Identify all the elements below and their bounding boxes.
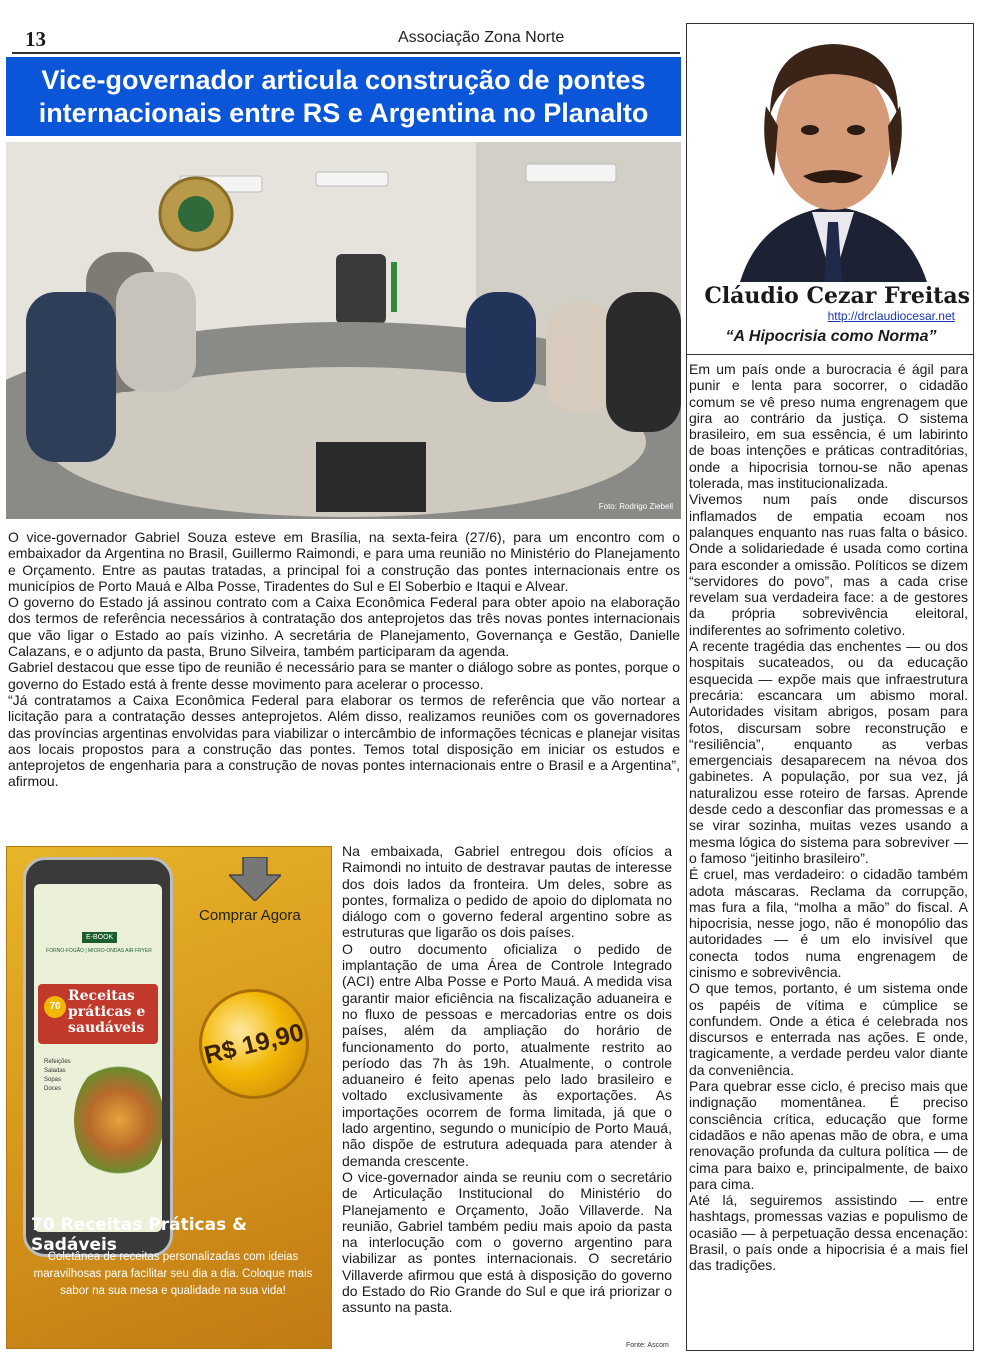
article-headline: [6, 57, 681, 136]
column-divider: [687, 354, 973, 355]
ebook-category-list: [44, 1058, 71, 1094]
meeting-room-illustration: [6, 142, 681, 519]
column-body: [689, 361, 968, 1274]
article-body: [8, 529, 680, 790]
column-paragraph: É cruel, mas verdadeiro: o cidadão também adota máscaras. Reclama da corrupção, mas fura a fila, “molha a mão” do fiscal. A hipocrisia, nesse jogo, não é monopólio das autoridades — é um elo invisível que conecta todos numa engrenagem de cinismo e sobrevivência.: [689, 866, 968, 980]
column-paragraph: A recente tragédia das enchentes — ou dos hospitais sucateados, ou da educação esquecida — expõe mais que infraestrutura precária: escancara um abismo moral. Autoridades visitam abrigos, posam para fotos, discursam sobre reconstrução e “resiliência”, enquanto as verbas emergenciais desaparecem na névoa dos gabinetes. A população, por sua vez, já naturalizou esse roteiro de farsas. Aprende desde cedo a desconfiar das promessas e a se virar sozinha, muitas vezes usando a mesma lógica do sistema para sobreviver — o famoso “jeitinho brasileiro”.: [689, 638, 968, 866]
food-bowl-image: [74, 1060, 162, 1180]
author-portrait: [700, 26, 967, 282]
article-paragraph: Gabriel destacou que esse tipo de reunião é necessário para se manter o diálogo sobre as pontes, porque o governo do Estado está à frente desse movimento para acelerar o processo.: [8, 659, 680, 692]
ebook-number: 70: [44, 996, 66, 1018]
ebook-title: Receitas práticas e saudáveis: [68, 988, 146, 1036]
column-paragraph: Vivemos num país onde discursos inflamados de empatia ecoam nos palanques enquanto nas ruas falta o básico. Onde a solidariedade é usada como cortina para esconder a omissão. Políticos se dizem “servidores do povo”, mas a cada crise revelam sua verdadeira face: a de gestores da própria sobrevivência eleitoral, indiferentes ao sofrimento coletivo.: [689, 491, 968, 638]
column-title: “A Hipocrisia como Norma”: [725, 328, 937, 345]
ebook-category: Refeições: [44, 1059, 71, 1065]
article-paragraph: O outro documento oficializa o pedido de implantação de uma Área de Controle Integrado (ACI) entre Alba Posse e Porto Mauá. A medida visa garantir maior eficiência na fiscalização aduaneira e no fluxo de pessoas e mercadorias entre os dois países, além da ampliação do horário de funcionamento do porto, atualmente restrito ao período das 7h às 19h. Atualmente, o controle aduaneiro é feito apenas pelo lado brasileiro e voltado exclusivamente às exportações. As importações ocorrem de forma limitada, já que o lado argentino, segundo o município de Porto Mauá, não dispõe de estrutura adequada para atender à demanda crescente.: [342, 940, 672, 1169]
ad-title: 70 Receitas Práticas & Sadáveis: [31, 1215, 247, 1255]
photo-credit: Foto: Rodrigo Ziebell: [598, 502, 673, 511]
price-text: R$ 19,90: [201, 1018, 307, 1070]
author-name: Cláudio Cezar Freitas: [704, 283, 970, 309]
column-paragraph: Em um país onde a burocracia é ágil para punir e lenta para socorrer, o cidadão comum se vê preso numa engrenagem que gira ao contrário da justiça. O sistema brasileiro, em sua essência, é um labirinto de boas intenções e práticas contraditórias, onde a hipocrisia tornou-se não apenas tolerada, mas institucionalizada.: [689, 361, 968, 492]
buy-now-button[interactable]: Comprar Agora: [199, 907, 301, 924]
ebook-category: Doces: [44, 1086, 62, 1092]
article-paragraph: Na embaixada, Gabriel entregou dois ofícios a Raimondi no intuito de destravar pautas de interesse dos dois lados da fronteira. Um deles, sobre as pontes, formaliza o pedido de apoio do diplomata no diálogo com o governo federal argentino sobre as estruturas que ligarão os dois países.: [342, 843, 672, 941]
ebook-ad[interactable]: [6, 846, 332, 1349]
page-number: 13: [25, 27, 46, 51]
source-note: Fonte: Ascom: [626, 1342, 669, 1349]
ebook-category: Saladas: [44, 1068, 66, 1074]
column-paragraph: Até lá, seguiremos assistindo — entre hashtags, promessas vazias e populismo de ocasião — à perpetuação dessa encenação: Brasil, o país onde a hipocrisia é a mais fiel das tradições.: [689, 1192, 968, 1274]
article-paragraph: O vice-governador Gabriel Souza esteve em Brasília, na sexta-feira (27/6), para um encontro com o embaixador da Argentina no Brasil, Guillermo Raimondi, e para uma reunião no Ministério do Planejamento e Orçamento. Entre as pautas tratadas, a principal foi a construção das pontes internacionais entre os municípios de Porto Mauá e Alba Posse, Tiradentes do Sul e El Soberbio e Itaqui e Alvear.: [8, 529, 680, 594]
ebook-category: Sopas: [44, 1077, 62, 1083]
column-paragraph: Para quebrar esse ciclo, é preciso mais que indignação momentânea. É preciso consciência crítica, educação que forme cidadãos e não apenas mão de obra, e uma renovação profunda da cultura política — de cima para baixo e, principalmente, de baixo para cima.: [689, 1078, 968, 1192]
article-paragraph: O vice-governador ainda se reuniu com o secretário de Articulação Institucional do Ministério do Planejamento e Orçamento, João Villaverde. Na reunião, Gabriel também pediu mais apoio da pasta na interlocução com o governo argentino para viabilizar as pontes internacionais. O secretário Villaverde afirmou que está à disposição do governo do Estado do Rio Grande do Sul e que irá priorizar o assunto na pasta.: [342, 1168, 672, 1316]
price-badge: [187, 977, 320, 1110]
ad-description: Coletânea de receitas personalizadas com ideias maravilhosas para facilitar seu dia a dia. Coloque mais sabor na sua mesa e qualidade na sua vida!: [33, 1251, 313, 1297]
author-website-link[interactable]: http://drclaudiocesar.net: [827, 309, 955, 323]
ebook-tagline: FORNO-FOGÃO | MICRO-ONDAS AIR FRYER: [46, 948, 152, 954]
header-divider: [12, 52, 680, 54]
article-paragraph: O governo do Estado já assinou contrato com a Caixa Econômica Federal para obter apoio na elaboração dos termos de referência necessários à contratação dos anteprojetos das três novas pontes internacionais que vão ligar o Estado ao país vizinho. A secretária de Planejamento, Governança e Gestão, Danielle Calazans, e o adjunto da pasta, Bruno Silveira, também participaram da agenda.: [8, 594, 680, 660]
ebook-cover: [34, 884, 162, 1232]
article-headline-text: Vice-governador articula construção de pontes internacionais entre RS e Argentina no Planalto: [38, 64, 649, 128]
article-photo: [6, 142, 681, 519]
article-paragraph: “Já contratamos a Caixa Econômica Federal para elaborar os termos de referência que vão nortear a licitação para a contratação desses anteprojetos. Além disso, realizamos reuniões com os governadores das províncias argentinas envolvidas para viabilizar o intercâmbio de informações técnicas e planejar visitas aos locais propostos para a construção das pontes. Temos total disposição em iniciar os estudos e anteprojetos de engenharia para a construção de novas pontes internacionais entre o Brasil e a Argentina”, afirmou.: [8, 691, 680, 790]
ebook-label: E-BOOK: [82, 932, 117, 943]
phone-mockup: [23, 857, 173, 1257]
opinion-column: [686, 23, 974, 1351]
article-continuation: [342, 843, 672, 1316]
arrow-down-icon: [229, 857, 281, 901]
author-photo: [700, 26, 967, 282]
publication-header: Associação Zona Norte: [398, 29, 565, 46]
column-paragraph: O que temos, portanto, é um sistema onde os papéis de vítima e cúmplice se confundem. Onde a ética é celebrada nos discursos e enterrada nas ações. E onde, tragicamente, a verdade perdeu valor diante da conveniência.: [689, 980, 968, 1078]
